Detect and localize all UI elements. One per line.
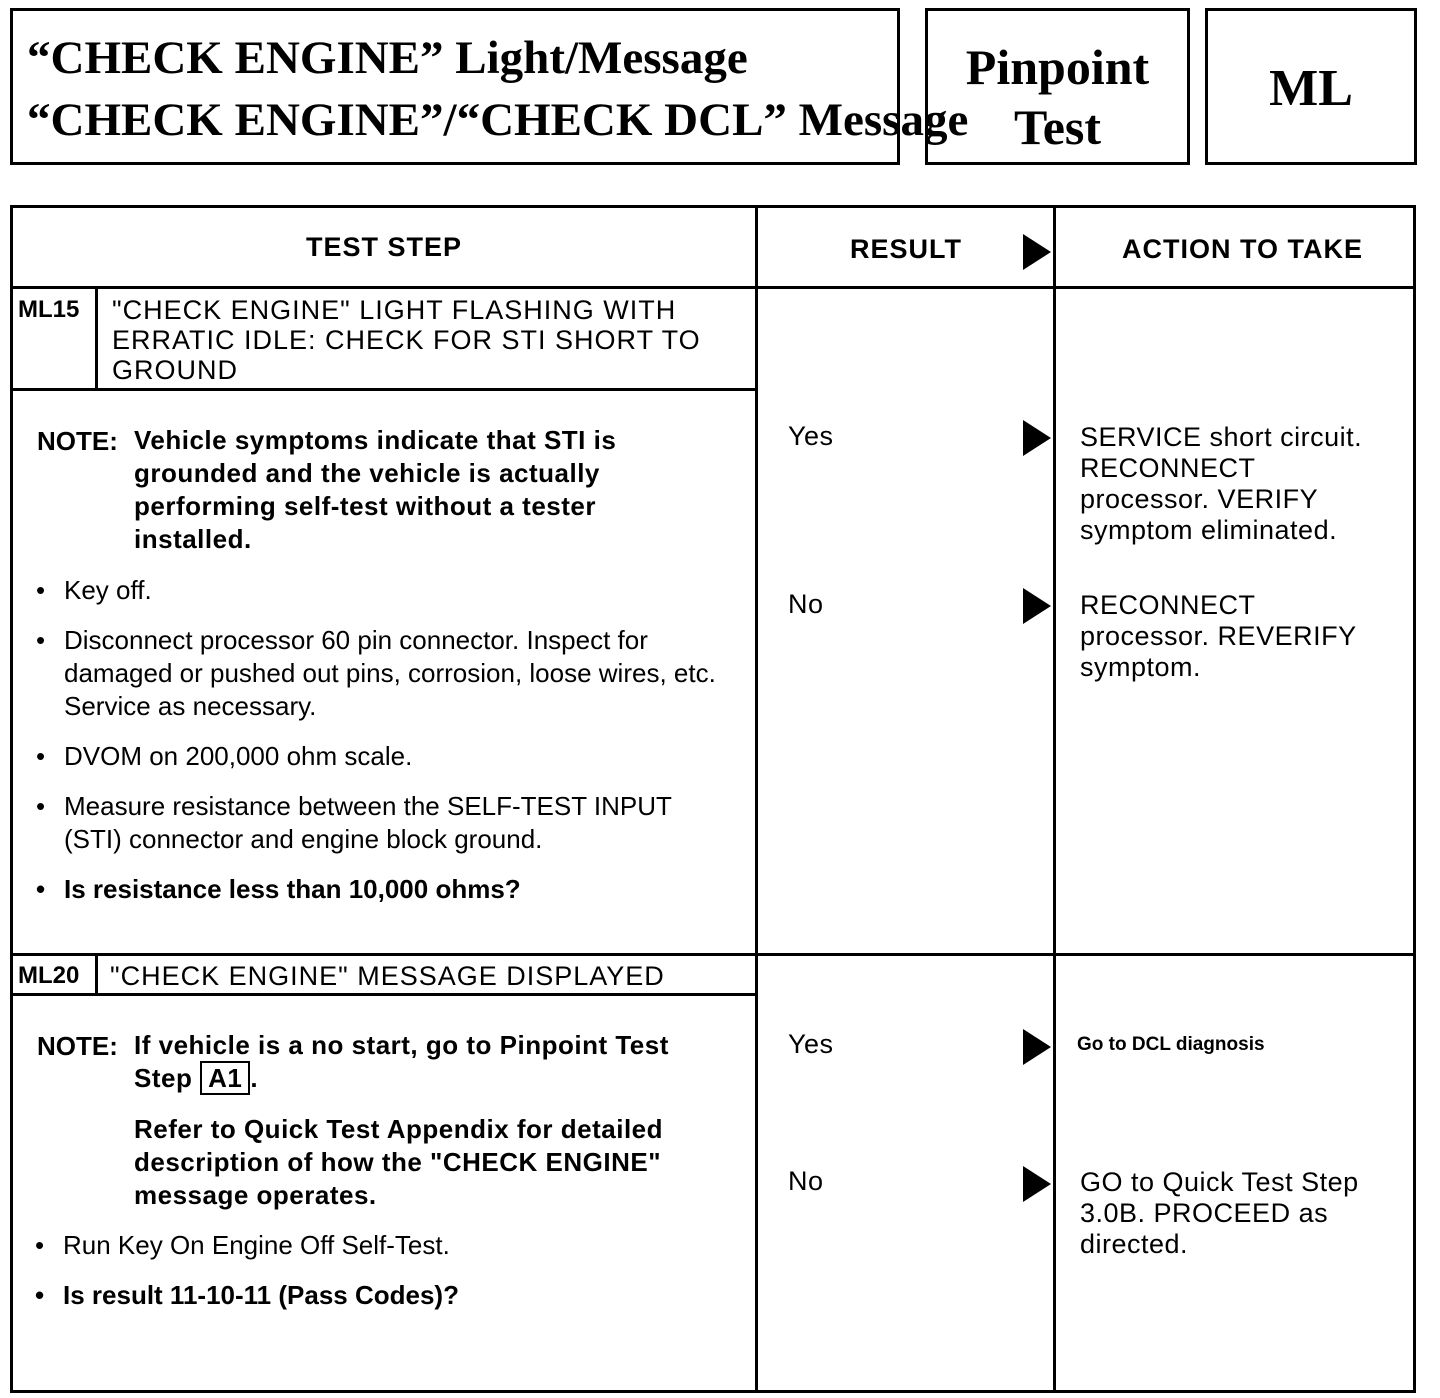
column-divider-action bbox=[1053, 205, 1056, 1393]
action-yes: Go to DCL diagnosis bbox=[1077, 1034, 1265, 1055]
result-yes: Yes bbox=[788, 421, 834, 451]
action-no: GO to Quick Test Step 3.0B. PROCEED as directed. bbox=[1080, 1167, 1359, 1259]
result-no: No bbox=[788, 589, 824, 619]
result-arrow-icon bbox=[1023, 1166, 1051, 1202]
result-arrow-icon bbox=[1023, 588, 1051, 624]
test-label: Test bbox=[1013, 99, 1102, 155]
note-label: NOTE: bbox=[37, 1031, 118, 1061]
bullet-item: • Key off. bbox=[36, 575, 152, 605]
result-arrow-icon bbox=[1023, 1029, 1051, 1065]
step-id-divider bbox=[95, 955, 98, 995]
note-text: Vehicle symptoms indicate that STI is grounded and the vehicle is actually performing self-test without a tester installed. bbox=[134, 425, 617, 554]
step-id: ML15 bbox=[18, 296, 80, 323]
bullet-item: • DVOM on 200,000 ohm scale. bbox=[36, 741, 413, 771]
note-label: NOTE: bbox=[37, 426, 118, 456]
bullet-item: • Disconnect processor 60 pin connector. Inspect for damaged or pushed out pins, corrosion, loose wires, etc. Service as necessary. bbox=[36, 625, 716, 721]
test-code: ML bbox=[1269, 60, 1353, 117]
step-title: "CHECK ENGINE" MESSAGE DISPLAYED bbox=[110, 961, 665, 991]
column-divider-result bbox=[755, 205, 758, 1393]
bullet-question: • Is result 11-10-11 (Pass Codes)? bbox=[35, 1280, 459, 1310]
step-title-underline bbox=[10, 388, 756, 391]
action-no: RECONNECT processor. REVERIFY symptom. bbox=[1080, 590, 1357, 682]
header-action: ACTION TO TAKE bbox=[1122, 234, 1363, 264]
step-divider bbox=[10, 953, 1416, 956]
step-id: ML20 bbox=[18, 962, 80, 989]
test-code-box bbox=[1205, 8, 1417, 165]
result-arrow-icon bbox=[1023, 420, 1051, 456]
title-box bbox=[10, 8, 969, 165]
title-line-2: “CHECK ENGINE”/“CHECK DCL” Message bbox=[27, 94, 969, 146]
pinpoint-test-box bbox=[925, 8, 1190, 165]
title-line-1: “CHECK ENGINE” Light/Message bbox=[27, 32, 748, 84]
header-arrow-icon bbox=[1023, 234, 1051, 270]
bullet-question: • Is resistance less than 10,000 ohms? bbox=[36, 874, 521, 904]
bullet-item: • Run Key On Engine Off Self-Test. bbox=[35, 1230, 450, 1260]
result-yes: Yes bbox=[788, 1029, 834, 1059]
step-title-underline bbox=[10, 993, 756, 996]
header-test-step: TEST STEP bbox=[306, 232, 463, 262]
note-text-reference: Refer to Quick Test Appendix for detailed description of how the "CHECK ENGINE" message operates. bbox=[134, 1114, 664, 1210]
pinpoint-label: Pinpoint bbox=[965, 39, 1150, 95]
action-yes: SERVICE short circuit. RECONNECT processor. VERIFY symptom eliminated. bbox=[1080, 422, 1363, 545]
step-reference: A1 bbox=[200, 1061, 250, 1095]
step-title: "CHECK ENGINE" LIGHT FLASHING WITH ERRATIC IDLE: CHECK FOR STI SHORT TO GROUND bbox=[112, 295, 701, 385]
result-no: No bbox=[788, 1166, 824, 1196]
bullet-item: • Measure resistance between the SELF-TEST INPUT (STI) connector and engine block ground. bbox=[36, 791, 672, 854]
note-text: If vehicle is a no start, go to Pinpoint Test Step A1 . bbox=[134, 1030, 669, 1093]
header-result: RESULT bbox=[850, 234, 962, 264]
step-id-divider bbox=[95, 288, 98, 390]
header-row-divider bbox=[10, 286, 1416, 289]
